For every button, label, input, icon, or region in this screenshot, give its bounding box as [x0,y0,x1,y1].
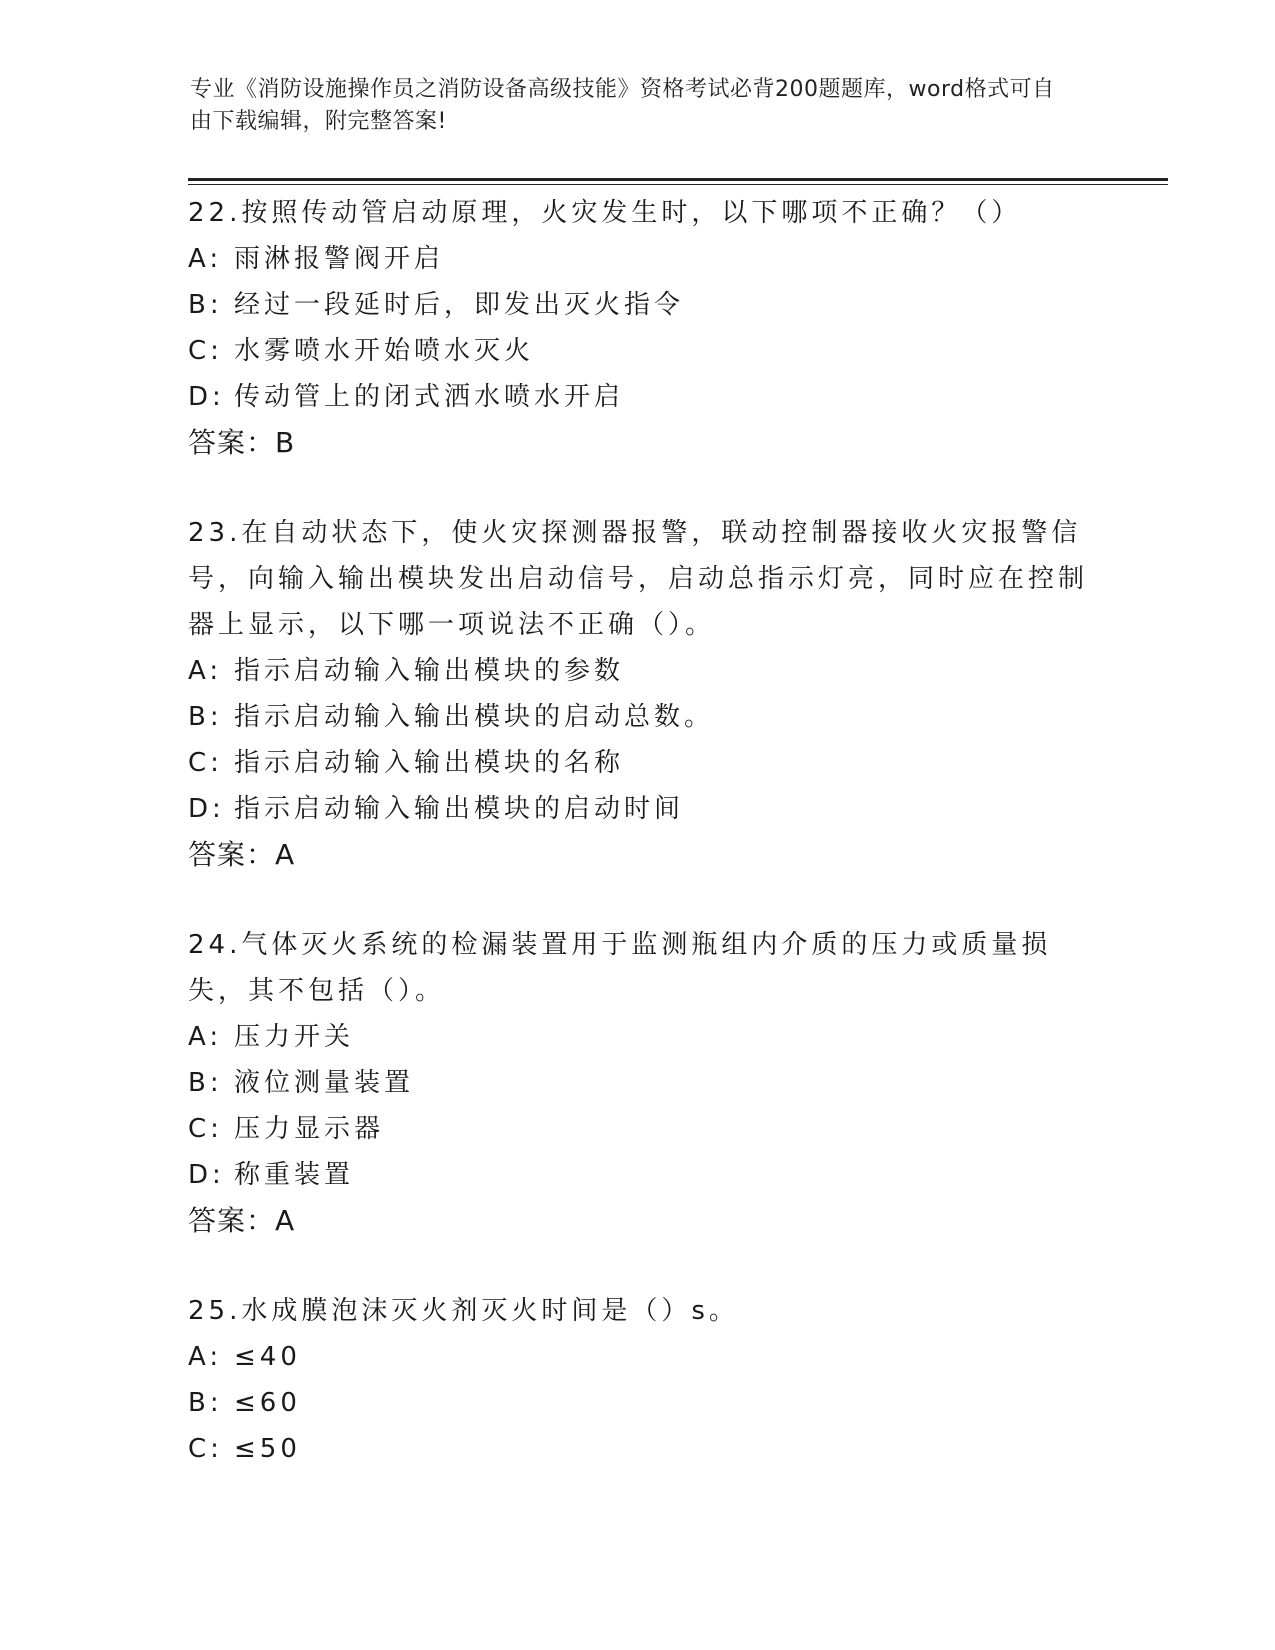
option-d [188,374,1088,420]
option-letter: B: [188,290,223,320]
option-letter: D: [188,794,225,824]
option-text: 经过一段延时后，即发出灭火指令 [234,290,685,320]
option-text: 指示启动输入输出模块的名称 [234,748,625,778]
option-letter: B: [188,1388,223,1418]
option-text: 指示启动输入输出模块的参数 [234,656,625,686]
answer-line: 答案：B [188,426,296,459]
answer-line: 答案：A [188,838,296,871]
option-a [188,1334,1088,1380]
option-text: 指示启动输入输出模块的启动总数。 [234,702,715,732]
option-text: 称重装置 [234,1160,355,1190]
answer-line: 答案：A [188,1204,296,1237]
option-letter: B: [188,1068,223,1098]
option-text: 压力显示器 [234,1114,385,1144]
question-24 [188,922,1088,1244]
option-text: 雨淋报警阀开启 [234,244,445,274]
option-letter: C: [188,336,223,366]
question-stem: 22.按照传动管启动原理，火灾发生时，以下哪项不正确？（） [188,198,1022,228]
option-b [188,282,1088,328]
question-stem: 24.气体灭火系统的检漏装置用于监测瓶组内介质的压力或质量损失，其不包括（）。 [188,930,1052,1006]
question-stem: 25.水成膜泡沫灭火剂灭火时间是（）s。 [188,1296,739,1326]
option-c [188,328,1088,374]
option-text: 液位测量装置 [234,1068,415,1098]
option-text: 水雾喷水开始喷水灭火 [234,336,535,366]
option-c [188,1426,1088,1472]
option-letter: A: [188,244,223,274]
option-c [188,1106,1088,1152]
option-text: 传动管上的闭式洒水喷水开启 [234,382,625,412]
option-a [188,648,1088,694]
option-letter: C: [188,748,223,778]
option-letter: B: [188,702,223,732]
option-letter: A: [188,1342,223,1372]
option-a [188,236,1088,282]
document-intro: 专业《消防设施操作员之消防设备高级技能》资格考试必背200题题库，word格式可自由下载编辑，附完整答案! [190,77,1055,134]
option-b [188,1380,1088,1426]
option-a [188,1014,1088,1060]
question-22 [188,190,1088,466]
option-letter: C: [188,1114,223,1144]
option-text: 指示启动输入输出模块的启动时间 [234,794,685,824]
option-d [188,1152,1088,1198]
question-stem: 23.在自动状态下，使火灾探测器报警，联动控制器接收火灾报警信号，向输入输出模块发出启动信号，启动总指示灯亮，同时应在控制器上显示，以下哪一项说法不正确（）。 [188,518,1089,640]
option-b [188,694,1088,740]
option-text: ≤50 [234,1434,301,1464]
option-letter: A: [188,656,223,686]
option-b [188,1060,1088,1106]
option-letter: A: [188,1022,223,1052]
header-divider-thick [188,178,1168,181]
option-text: ≤60 [234,1388,301,1418]
option-d [188,786,1088,832]
question-25 [188,1288,1088,1472]
header-divider-thin [188,184,1168,185]
option-text: 压力开关 [234,1022,355,1052]
option-letter: D: [188,1160,225,1190]
question-23 [188,510,1088,878]
option-text: ≤40 [234,1342,301,1372]
option-letter: D: [188,382,225,412]
option-letter: C: [188,1434,223,1464]
question-list [188,190,1088,1516]
option-c [188,740,1088,786]
